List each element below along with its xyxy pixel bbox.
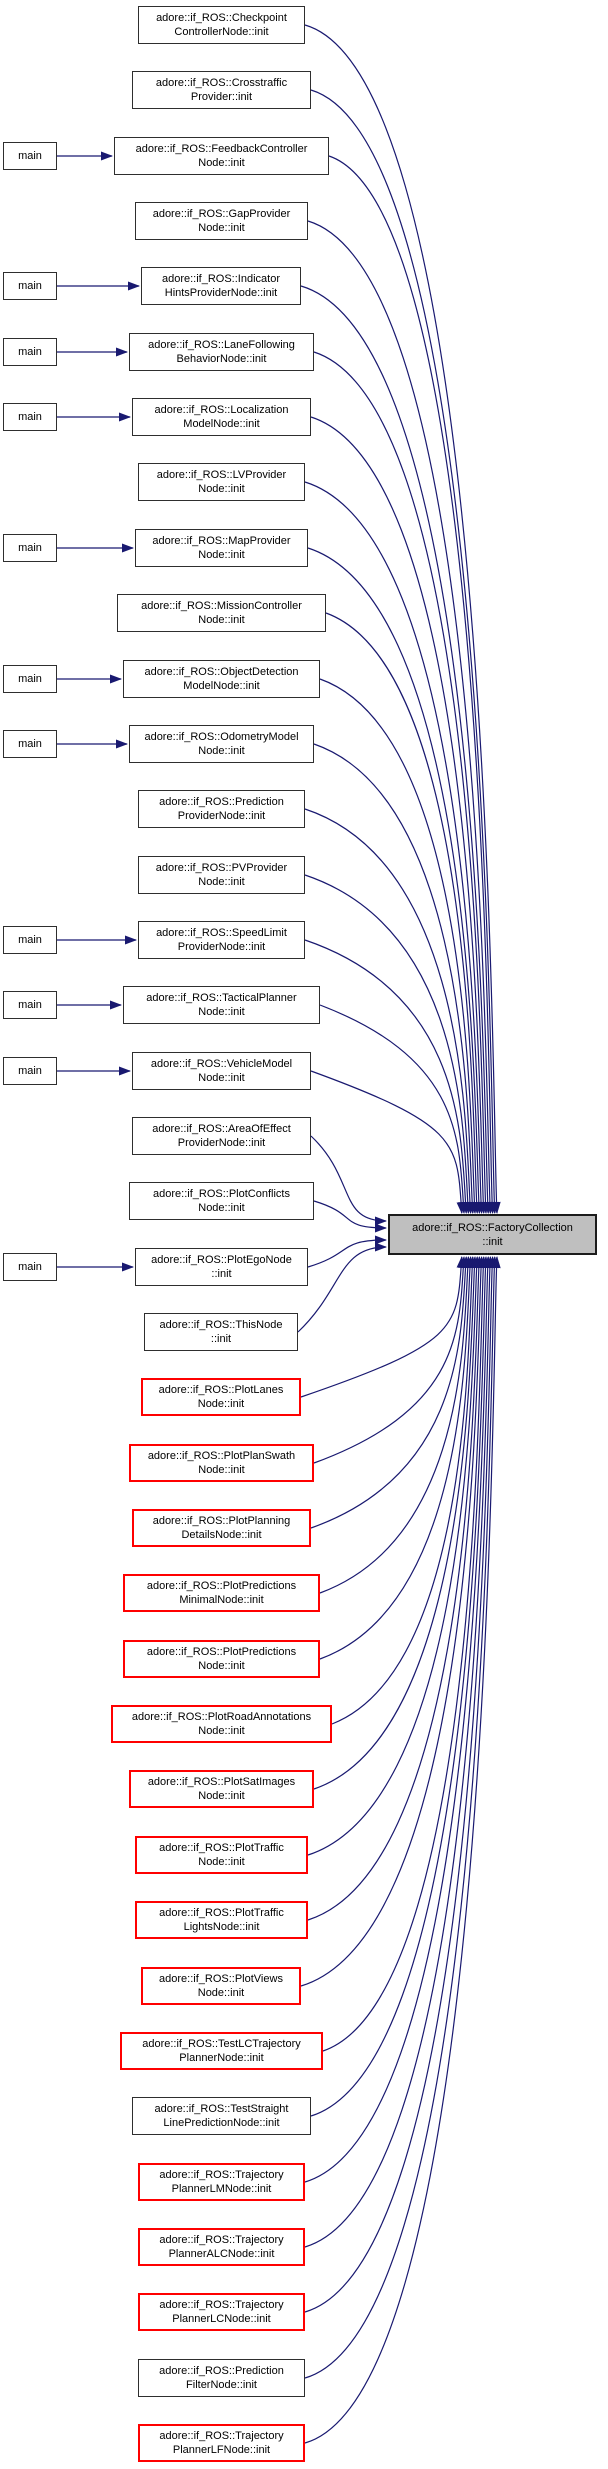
object-detection-model-node-init-node[interactable] bbox=[123, 660, 320, 698]
node-label-line2: Provider::init bbox=[190, 91, 253, 103]
test-straight-line-prediction-node-init-node[interactable] bbox=[132, 2097, 311, 2135]
call-edge bbox=[314, 1257, 475, 1789]
node-label-line2: PlannerLCNode::init bbox=[172, 2313, 271, 2325]
node-label-line1: adore::if_ROS::LVProvider bbox=[156, 469, 287, 481]
call-edge bbox=[308, 1240, 386, 1267]
call-edge bbox=[311, 1257, 466, 1528]
node-label-line2: Node::init bbox=[198, 745, 245, 757]
node-label-line1: adore::if_ROS::PlotLanes bbox=[158, 1384, 284, 1396]
node-label-line1: adore::if_ROS::Trajectory bbox=[159, 2169, 284, 2181]
main-node[interactable] bbox=[3, 338, 57, 366]
main-node[interactable] bbox=[3, 403, 57, 431]
node-label-line1: adore::if_ROS::PlotPlanSwath bbox=[147, 1450, 296, 1462]
main-node-label: main bbox=[18, 150, 42, 162]
node-label-line1: adore::if_ROS::Crosstraffic bbox=[155, 77, 288, 89]
node-label-line2: LightsNode::init bbox=[183, 1921, 260, 1933]
tactical-planner-node-init-node[interactable] bbox=[123, 986, 320, 1024]
node-label-line1: adore::if_ROS::PlotPlanning bbox=[152, 1515, 291, 1527]
node-label-line1: adore::if_ROS::PlotRoadAnnotations bbox=[131, 1711, 312, 1723]
node-label-line1: adore::if_ROS::TestStraight bbox=[154, 2103, 289, 2115]
node-label-line1: adore::if_ROS::PlotTraffic bbox=[159, 1907, 284, 1919]
node-label-line2: LinePredictionNode::init bbox=[163, 2117, 280, 2129]
call-edge bbox=[323, 1257, 484, 2051]
node-label-line2: Node::init bbox=[198, 614, 245, 626]
call-edge bbox=[305, 809, 471, 1213]
node-label-line2: Node::init bbox=[198, 1202, 245, 1214]
mission-controller-node-init-node[interactable] bbox=[117, 594, 326, 632]
node-label-line2: Node::init bbox=[198, 1790, 245, 1802]
vehicle-model-node-init-node[interactable] bbox=[132, 1052, 311, 1090]
node-label-line1: adore::if_ROS::PlotPredictions bbox=[146, 1580, 297, 1592]
node-label-line2: Node::init bbox=[197, 1398, 245, 1410]
node-label-line1: adore::if_ROS::MissionController bbox=[141, 600, 302, 612]
call-edge bbox=[320, 1257, 468, 1593]
main-node[interactable] bbox=[3, 534, 57, 562]
gap-provider-node-init-node[interactable] bbox=[135, 202, 308, 240]
node-label-line1: adore::if_ROS::GapProvider bbox=[152, 208, 291, 220]
main-node[interactable] bbox=[3, 991, 57, 1019]
main-node-label: main bbox=[18, 738, 42, 750]
speed-limit-provider-node-init-node[interactable] bbox=[138, 921, 305, 959]
node-label-line2: PlannerNode::init bbox=[179, 2052, 264, 2064]
call-edge bbox=[305, 25, 497, 1213]
call-edge bbox=[326, 613, 477, 1213]
call-edge bbox=[311, 1136, 386, 1221]
node-label-line2: Node::init bbox=[198, 1464, 245, 1476]
node-label-line1: adore::if_ROS::Checkpoint bbox=[156, 12, 287, 24]
crosstraffic-provider-init-node[interactable] bbox=[132, 71, 311, 109]
node-label-line2: ProviderNode::init bbox=[177, 1137, 266, 1149]
center-node-label-line1: adore::if_ROS::FactoryCollection bbox=[412, 1221, 573, 1234]
main-node-label: main bbox=[18, 673, 42, 685]
main-node[interactable] bbox=[3, 926, 57, 954]
lvprovider-node-init-node[interactable] bbox=[138, 463, 305, 501]
node-label-line1: adore::if_ROS::PlotEgoNode bbox=[151, 1254, 292, 1266]
node-label-line2: Node::init bbox=[198, 1725, 245, 1737]
call-edge bbox=[305, 1257, 488, 2182]
node-label-line1: adore::if_ROS::MapProvider bbox=[152, 535, 291, 547]
call-edge bbox=[308, 548, 479, 1213]
plot-predictions-minimal-node-init-node[interactable] bbox=[123, 1574, 320, 1612]
main-node[interactable] bbox=[3, 142, 57, 170]
node-label-line2: ProviderNode::init bbox=[177, 810, 266, 822]
prediction-filter-node-init-node[interactable] bbox=[138, 2359, 305, 2397]
call-edge bbox=[305, 875, 468, 1213]
node-label-line1: adore::if_ROS::Localization bbox=[154, 404, 289, 416]
call-edge bbox=[320, 1257, 471, 1659]
call-edge bbox=[305, 1257, 495, 2378]
node-label-line1: adore::if_ROS::TacticalPlanner bbox=[146, 992, 297, 1004]
pvprovider-node-init-node[interactable] bbox=[138, 856, 305, 894]
call-edge bbox=[308, 221, 490, 1213]
plot-traffic-lights-node-init-node[interactable] bbox=[135, 1901, 308, 1939]
node-label-line1: adore::if_ROS::Prediction bbox=[159, 2365, 284, 2377]
main-node-label: main bbox=[18, 934, 42, 946]
node-label-line2: Node::init bbox=[198, 876, 245, 888]
call-edge bbox=[314, 352, 486, 1213]
node-label-line2: Node::init bbox=[198, 1072, 245, 1084]
odometry-model-node-init-node[interactable] bbox=[129, 725, 314, 763]
node-label-line1: adore::if_ROS::TestLCTrajectory bbox=[142, 2038, 301, 2050]
trajectory-planner-lfnode-init-node[interactable] bbox=[138, 2424, 305, 2462]
node-label-line2: BehaviorNode::init bbox=[176, 353, 267, 365]
call-edge bbox=[301, 1257, 482, 1986]
plot-plan-swath-node-init-node[interactable] bbox=[129, 1444, 314, 1482]
node-label-line1: adore::if_ROS::ObjectDetection bbox=[144, 666, 299, 678]
call-edge bbox=[308, 1257, 477, 1855]
node-label-line2: ::init bbox=[211, 1268, 232, 1280]
call-edge bbox=[301, 1257, 462, 1397]
node-label-line1: adore::if_ROS::Trajectory bbox=[159, 2234, 284, 2246]
node-label-line2: Node::init bbox=[198, 1006, 245, 1018]
factory-collection-init-node bbox=[388, 1214, 597, 1255]
node-label-line1: adore::if_ROS::FeedbackController bbox=[135, 143, 308, 155]
node-label-line2: ModelNode::init bbox=[183, 680, 260, 692]
node-label-line2: ProviderNode::init bbox=[177, 941, 266, 953]
node-label-line2: Node::init bbox=[198, 1660, 245, 1672]
call-edge bbox=[314, 744, 473, 1213]
call-edge bbox=[332, 1257, 473, 1724]
center-node-label-line2: ::init bbox=[482, 1235, 503, 1248]
node-label-line1: adore::if_ROS::SpeedLimit bbox=[156, 927, 287, 939]
main-node[interactable] bbox=[3, 272, 57, 300]
node-label-line1: adore::if_ROS::VehicleModel bbox=[150, 1058, 293, 1070]
node-label-line2: Node::init bbox=[198, 483, 245, 495]
node-label-line2: Node::init bbox=[198, 1856, 245, 1868]
node-label-line1: adore::if_ROS::PlotConflicts bbox=[153, 1188, 290, 1200]
node-label-line2: DetailsNode::init bbox=[181, 1529, 262, 1541]
node-label-line1: adore::if_ROS::Prediction bbox=[159, 796, 284, 808]
node-label-line2: PlannerALCNode::init bbox=[168, 2248, 275, 2260]
call-edge bbox=[314, 1257, 464, 1463]
main-node-label: main bbox=[18, 542, 42, 554]
node-label-line1: adore::if_ROS::Trajectory bbox=[159, 2430, 284, 2442]
node-label-line2: MinimalNode::init bbox=[179, 1594, 264, 1606]
node-label-line1: adore::if_ROS::PlotViews bbox=[159, 1973, 283, 1985]
feedback-controller-node-init-node[interactable] bbox=[114, 137, 329, 175]
node-label-line1: adore::if_ROS::LaneFollowing bbox=[148, 339, 295, 351]
plot-views-node-init-node[interactable] bbox=[141, 1967, 301, 2005]
plot-ego-node-init-node[interactable] bbox=[135, 1248, 308, 1286]
call-edge bbox=[308, 1257, 479, 1920]
node-label-line2: ControllerNode::init bbox=[174, 26, 269, 38]
node-label-line2: Node::init bbox=[198, 222, 245, 234]
call-edge bbox=[311, 1257, 486, 2116]
checkpoint-controller-node-init-node[interactable] bbox=[138, 6, 305, 44]
call-edge bbox=[329, 156, 493, 1213]
main-node[interactable] bbox=[3, 730, 57, 758]
main-node[interactable] bbox=[3, 1057, 57, 1085]
node-label-line1: adore::if_ROS::PlotPredictions bbox=[146, 1646, 297, 1658]
main-node-label: main bbox=[18, 346, 42, 358]
node-label-line2: ModelNode::init bbox=[183, 418, 260, 430]
node-label-line2: ::init bbox=[210, 1333, 232, 1345]
call-edge bbox=[311, 417, 484, 1213]
node-label-line2: Node::init bbox=[198, 157, 245, 169]
plot-road-annotations-node-init-node[interactable] bbox=[111, 1705, 332, 1743]
main-node-label: main bbox=[18, 411, 42, 423]
call-edge bbox=[305, 1257, 497, 2443]
localization-model-node-init-node[interactable] bbox=[132, 398, 311, 436]
call-edge bbox=[314, 1201, 386, 1228]
indicator-hints-provider-node-init-node[interactable] bbox=[141, 267, 301, 305]
main-node-label: main bbox=[18, 1261, 42, 1273]
main-node[interactable] bbox=[3, 1253, 57, 1281]
trajectory-planner-lmnode-init-node[interactable] bbox=[138, 2163, 305, 2201]
call-edge bbox=[305, 482, 482, 1213]
call-edge bbox=[320, 1005, 464, 1213]
main-node-label: main bbox=[18, 1065, 42, 1077]
node-label-line2: Node::init bbox=[197, 1987, 245, 1999]
call-edge bbox=[320, 679, 475, 1213]
node-label-line2: PlannerLMNode::init bbox=[171, 2183, 272, 2195]
plot-lanes-node-init-node[interactable] bbox=[141, 1378, 301, 1416]
call-edge bbox=[305, 1257, 490, 2247]
this-node-init-node[interactable] bbox=[144, 1313, 298, 1351]
call-edge bbox=[311, 90, 495, 1213]
node-label-line2: PlannerLFNode::init bbox=[172, 2444, 271, 2456]
test-lctrajectory-planner-node-init-node[interactable] bbox=[120, 2032, 323, 2070]
plot-sat-images-node-init-node[interactable] bbox=[129, 1770, 314, 1808]
node-label-line2: HintsProviderNode::init bbox=[164, 287, 278, 299]
prediction-provider-node-init-node[interactable] bbox=[138, 790, 305, 828]
call-edge bbox=[311, 1071, 462, 1213]
node-label-line1: adore::if_ROS::ThisNode bbox=[159, 1319, 283, 1331]
call-edge bbox=[298, 1247, 386, 1332]
node-label-line2: FilterNode::init bbox=[186, 2379, 257, 2391]
call-edge bbox=[305, 940, 466, 1213]
node-label-line1: adore::if_ROS::PlotSatImages bbox=[147, 1776, 296, 1788]
node-label-line1: adore::if_ROS::PVProvider bbox=[155, 862, 288, 874]
node-label-line1: adore::if_ROS::OdometryModel bbox=[144, 731, 299, 743]
plot-conflicts-node-init-node[interactable] bbox=[129, 1182, 314, 1220]
plot-traffic-node-init-node[interactable] bbox=[135, 1836, 308, 1874]
main-node-label: main bbox=[18, 280, 42, 292]
plot-planning-details-node-init-node[interactable] bbox=[132, 1509, 311, 1547]
node-label-line2: Node::init bbox=[198, 549, 245, 561]
trajectory-planner-alcnode-init-node[interactable] bbox=[138, 2228, 305, 2266]
node-label-line1: adore::if_ROS::Indicator bbox=[161, 273, 280, 285]
node-label-line1: adore::if_ROS::PlotTraffic bbox=[159, 1842, 284, 1854]
trajectory-planner-lcnode-init-node[interactable] bbox=[138, 2293, 305, 2331]
call-edge bbox=[301, 286, 488, 1213]
map-provider-node-init-node[interactable] bbox=[135, 529, 308, 567]
call-edge bbox=[305, 1257, 493, 2312]
main-node[interactable] bbox=[3, 665, 57, 693]
main-node-label: main bbox=[18, 999, 42, 1011]
node-label-line1: adore::if_ROS::Trajectory bbox=[159, 2299, 284, 2311]
area-of-effect-provider-node-init-node[interactable] bbox=[132, 1117, 311, 1155]
node-label-line1: adore::if_ROS::AreaOfEffect bbox=[152, 1123, 291, 1135]
lane-following-behavior-node-init-node[interactable] bbox=[129, 333, 314, 371]
plot-predictions-node-init-node[interactable] bbox=[123, 1640, 320, 1678]
